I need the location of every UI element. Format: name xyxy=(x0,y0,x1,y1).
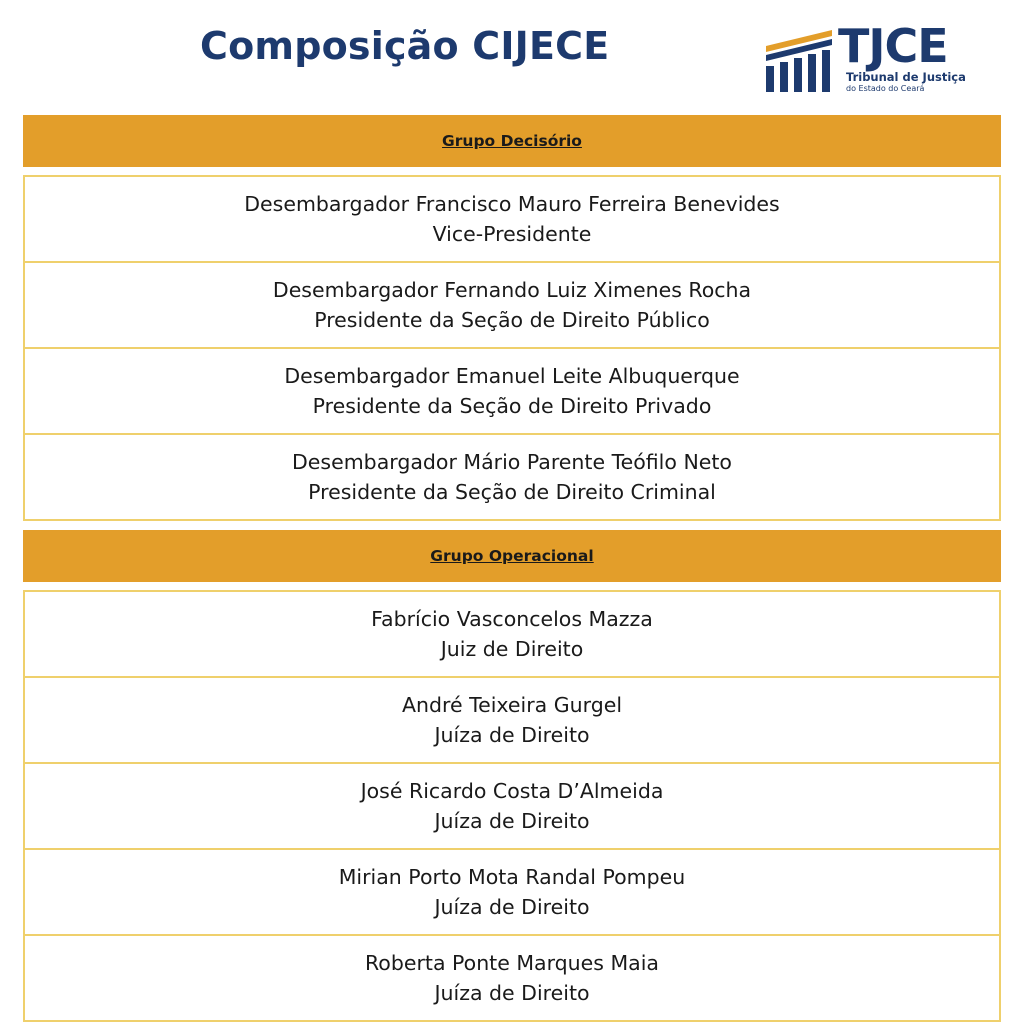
member-name: Roberta Ponte Marques Maia xyxy=(364,951,659,975)
member-name: Desembargador Fernando Luiz Ximenes Rocha xyxy=(272,278,752,302)
page-title: Composição CIJECE xyxy=(200,24,610,68)
member-row xyxy=(23,435,1001,521)
member-role: Presidente da Seção de Direito Criminal xyxy=(308,480,716,504)
tjce-emblem-icon xyxy=(762,22,834,94)
member-role: Juíza de Direito xyxy=(434,895,590,919)
member-role: Juíza de Direito xyxy=(434,809,590,833)
member-row xyxy=(23,850,1001,936)
logo-line2: do Estado do Ceará xyxy=(846,84,925,93)
member-row xyxy=(23,349,1001,435)
member-role: Presidente da Seção de Direito Público xyxy=(314,308,710,332)
logo-line1: Tribunal de Justiça xyxy=(846,70,966,84)
member-row xyxy=(23,177,1001,263)
member-row xyxy=(23,592,1001,678)
member-name: José Ricardo Costa D’Almeida xyxy=(360,779,664,803)
member-role: Juiz de Direito xyxy=(440,637,584,661)
group-title: Grupo Decisório xyxy=(442,132,582,150)
member-name: André Teixeira Gurgel xyxy=(401,693,623,717)
member-name: Desembargador Francisco Mauro Ferreira Benevides xyxy=(244,192,780,216)
member-role: Vice-Presidente xyxy=(432,222,592,246)
member-row xyxy=(23,764,1001,850)
group-title: Grupo Operacional xyxy=(430,547,594,565)
member-list-decisorio xyxy=(23,175,1001,521)
member-name: Mirian Porto Mota Randal Pompeu xyxy=(338,865,686,889)
member-list-operacional xyxy=(23,590,1001,1022)
logo-acronym: TJCE xyxy=(838,19,948,73)
group-header-operacional xyxy=(23,530,1001,582)
member-row xyxy=(23,936,1001,1022)
member-row xyxy=(23,263,1001,349)
tjce-logo xyxy=(762,19,972,98)
group-header-decisorio xyxy=(23,115,1001,167)
member-name: Desembargador Mário Parente Teófilo Neto xyxy=(292,450,732,474)
member-name: Desembargador Emanuel Leite Albuquerque xyxy=(284,364,740,388)
member-role: Juíza de Direito xyxy=(434,981,590,1005)
member-role: Presidente da Seção de Direito Privado xyxy=(312,394,712,418)
member-name: Fabrício Vasconcelos Mazza xyxy=(371,607,653,631)
member-row xyxy=(23,678,1001,764)
member-role: Juíza de Direito xyxy=(434,723,590,747)
